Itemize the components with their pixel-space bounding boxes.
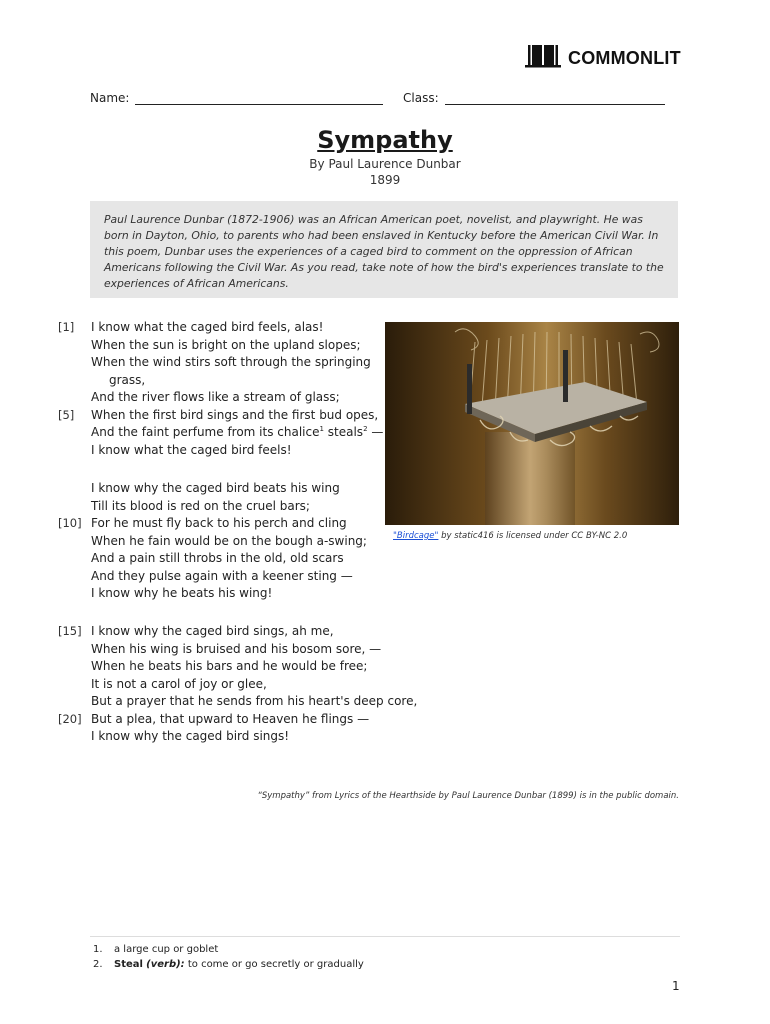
line-text: When the sun is bright on the upland slopes;: [91, 337, 361, 352]
birdcage-link[interactable]: "Birdcage": [393, 531, 439, 541]
footnote-ref-2[interactable]: 2: [363, 425, 368, 433]
footnote-number: 2.: [93, 959, 103, 970]
name-label: Name:: [90, 91, 130, 105]
line-text: I know why the caged bird beats his wing: [91, 481, 340, 495]
line-number: [5]: [58, 407, 75, 422]
footnote-text: to come or go secretly or gradually: [184, 959, 364, 970]
line-text: I know what the caged bird feels, alas!: [91, 320, 324, 334]
footnote-text: a large cup or goblet: [114, 944, 219, 955]
line-text: When the first bird sings and the first bud opes,: [91, 407, 379, 422]
name-blank[interactable]: [135, 91, 383, 105]
line-number: [1]: [58, 320, 75, 334]
line-text: And they pulse again with a keener sting —: [91, 568, 353, 583]
footnote-2: [93, 959, 364, 970]
line-text: But a plea, that upward to Heaven he flings —: [91, 711, 370, 726]
caption-license: by static416 is licensed under CC BY-NC 2.0: [438, 531, 628, 541]
line-text: But a prayer that he sends from his heart's deep core,: [91, 694, 418, 708]
line-text: When he beats his bars and he would be free;: [91, 659, 368, 673]
line-text: And the faint perfume from its chalice$^1$ steals$^2$ —: [91, 425, 384, 439]
page-number: 1: [672, 979, 680, 993]
line-text: It is not a carol of joy or glee,: [91, 676, 267, 691]
footnote-divider: [90, 936, 680, 937]
class-field[interactable]: [403, 91, 665, 105]
line-text: When his wing is bruised and his bosom sore, —: [91, 641, 382, 656]
line-text: When he fain would be on the bough a-swing;: [91, 533, 367, 548]
line-number: [20]: [58, 711, 82, 726]
line-text: I know what the caged bird feels!: [91, 442, 292, 457]
line-text: When the wind stirs soft through the springing: [91, 355, 371, 369]
birdcage-photo: [385, 322, 679, 525]
line-number: [15]: [58, 624, 82, 638]
commonlit-logo: [524, 43, 681, 73]
line-text: Till its blood is red on the cruel bars;: [91, 498, 310, 513]
footnote-pos: (verb):: [146, 959, 185, 970]
open-book-icon: [524, 43, 562, 73]
line-number: [10]: [58, 516, 82, 530]
intro-box: Paul Laurence Dunbar (1872-1906) was an African American poet, novelist, and playwright. He was born in Dayton, Ohio, to parents who had been enslaved in Kentucky before the American Civil War. In this poem, Dunbar uses the experiences of a caged bird to comment on the oppression of African Americans following the Civil War. As you read, take note of how the bird's experiences translate to the experiences of African Americans.: [90, 201, 678, 298]
footnote-number: 1.: [93, 944, 103, 955]
image-caption: [393, 531, 627, 541]
class-blank[interactable]: [445, 91, 665, 105]
name-field[interactable]: [90, 91, 383, 105]
line-text: And a pain still throbs in the old, old scars: [91, 551, 344, 565]
footnote-term: Steal: [114, 959, 143, 970]
publication-year: 1899: [369, 173, 401, 187]
poem-title: Sympathy: [317, 126, 453, 154]
line-text: grass,: [109, 372, 146, 387]
footnote-ref-1[interactable]: 1: [319, 425, 324, 433]
line-text: I know why the caged bird sings, ah me,: [91, 624, 334, 638]
source-note: “Sympathy” from Lyrics of the Hearthside by Paul Laurence Dunbar (1899) is in the public domain.: [257, 791, 679, 801]
brand-name: COMMONLIT: [568, 47, 681, 68]
author-line: By Paul Laurence Dunbar: [309, 157, 461, 171]
footnote-1: [93, 944, 218, 955]
line-text: And the river flows like a stream of glass;: [91, 390, 340, 404]
class-label: Class:: [403, 91, 439, 105]
line-text: I know why the caged bird sings!: [91, 729, 290, 743]
line-text: I know why he beats his wing!: [91, 586, 273, 600]
line-text: For he must fly back to his perch and cling: [91, 516, 347, 530]
